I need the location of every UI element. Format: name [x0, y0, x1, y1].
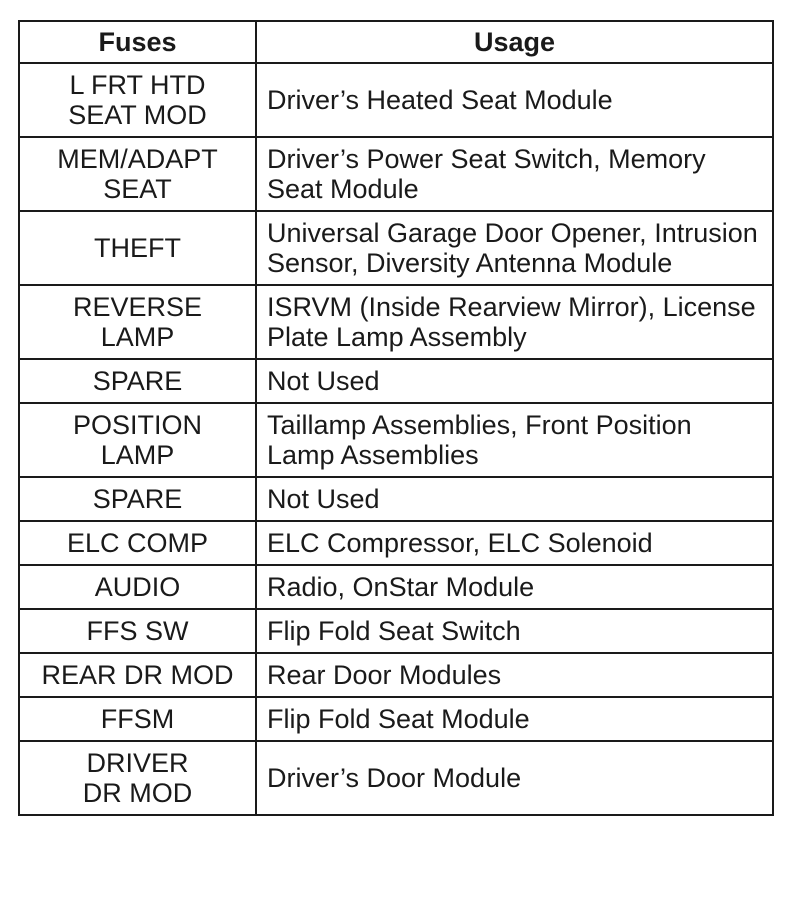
table-row [19, 359, 773, 403]
usage-cell: Driver’s Power Seat Switch, Memory Seat Module [256, 137, 773, 211]
fuse-cell: REAR DR MOD [19, 653, 256, 697]
fuse-cell: MEM/ADAPT SEAT [19, 137, 256, 211]
usage-cell: Driver’s Door Module [256, 741, 773, 815]
fuse-cell: ELC COMP [19, 521, 256, 565]
table-row [19, 741, 773, 815]
usage-cell: Radio, OnStar Module [256, 565, 773, 609]
usage-cell: Taillamp Assemblies, Front Position Lamp Assemblies [256, 403, 773, 477]
table-row [19, 565, 773, 609]
fuse-cell: POSITION LAMP [19, 403, 256, 477]
usage-column-header: Usage [256, 21, 773, 63]
table-header-row [19, 21, 773, 63]
usage-cell: Flip Fold Seat Switch [256, 609, 773, 653]
table-row [19, 211, 773, 285]
usage-cell: Rear Door Modules [256, 653, 773, 697]
table-row [19, 653, 773, 697]
fuse-cell: FFSM [19, 697, 256, 741]
fuse-usage-table [18, 20, 774, 816]
fuse-cell: FFS SW [19, 609, 256, 653]
table-row [19, 609, 773, 653]
fuse-cell: SPARE [19, 359, 256, 403]
table-row [19, 403, 773, 477]
fuse-cell: REVERSE LAMP [19, 285, 256, 359]
fuse-cell: L FRT HTD SEAT MOD [19, 63, 256, 137]
table-row [19, 521, 773, 565]
fuse-cell: SPARE [19, 477, 256, 521]
usage-cell: Not Used [256, 359, 773, 403]
fuse-cell: THEFT [19, 211, 256, 285]
table-row [19, 285, 773, 359]
usage-cell: Flip Fold Seat Module [256, 697, 773, 741]
usage-cell: ELC Compressor, ELC Solenoid [256, 521, 773, 565]
table-row [19, 137, 773, 211]
usage-cell: Universal Garage Door Opener, Intrusion Sensor, Diversity Antenna Module [256, 211, 773, 285]
fuse-cell: DRIVER DR MOD [19, 741, 256, 815]
table-row [19, 697, 773, 741]
table-row [19, 477, 773, 521]
fuses-column-header: Fuses [19, 21, 256, 63]
fuse-cell: AUDIO [19, 565, 256, 609]
usage-cell: ISRVM (Inside Rearview Mirror), License Plate Lamp Assembly [256, 285, 773, 359]
table-row [19, 63, 773, 137]
usage-cell: Driver’s Heated Seat Module [256, 63, 773, 137]
usage-cell: Not Used [256, 477, 773, 521]
